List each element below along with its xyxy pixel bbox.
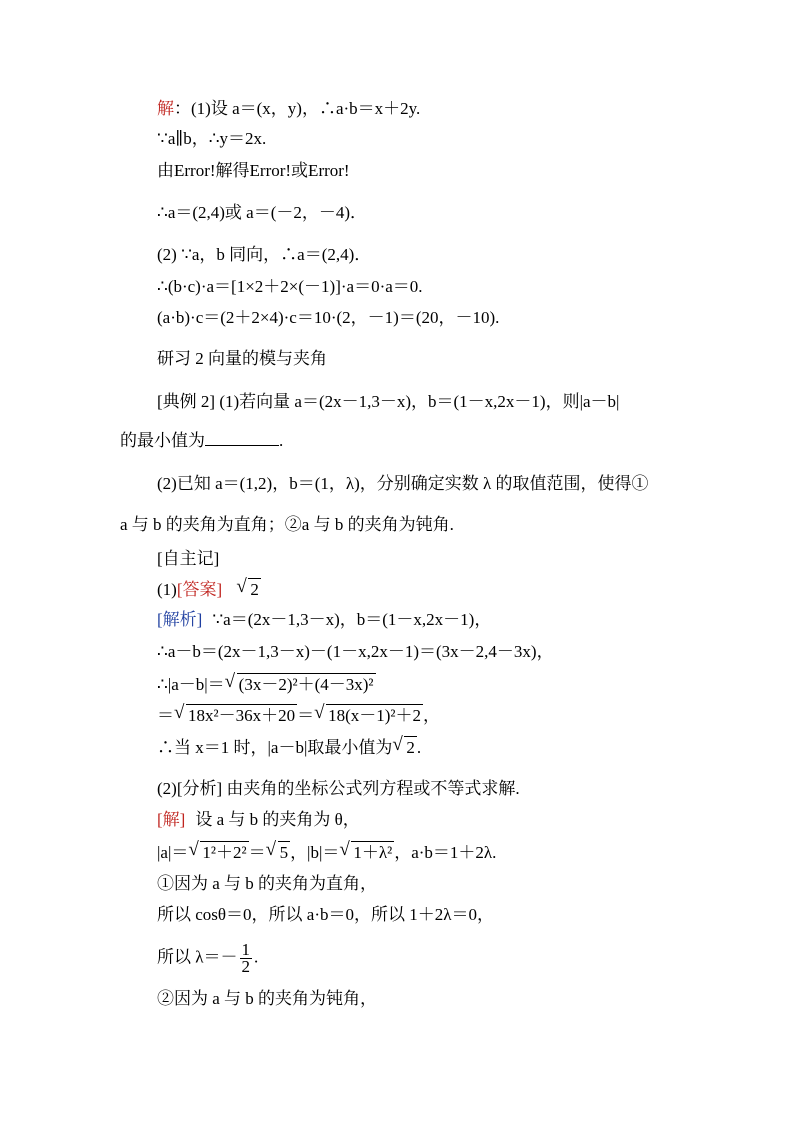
analysis-suffix-5: .: [416, 738, 422, 757]
sqrt-expression-7: √ 1＋λ²: [339, 839, 393, 862]
radicand-3: 18(x－1)²＋2: [328, 706, 422, 725]
example-line-3: (2)已知 a＝(1,2)，b＝(1，λ)，分别确定实数 λ 的取值范围，使得①: [157, 474, 649, 493]
radicand-5: 1²＋2²: [202, 843, 247, 862]
solution2-line-2: [157, 841, 496, 864]
solution-line-1: [157, 98, 420, 120]
answer-label: [答案]: [176, 580, 223, 599]
analysis-line-2: ∴a－b＝(2x－1,3－x)－(1－x,2x－1)＝(3x－2,4－3x)，: [157, 642, 554, 661]
sqrt-expression-3: √ 18(x－1)²＋2: [314, 702, 422, 725]
dot-product-text: ，a·b＝1＋2λ.: [394, 843, 497, 862]
analysis-prefix-4: ＝: [157, 706, 174, 725]
example-text-period: .: [279, 431, 284, 450]
analysis-line-5: [157, 736, 421, 759]
solution2-line-1: [157, 809, 360, 831]
answer-blank: [205, 431, 279, 446]
solution2-line-6: ②因为 a 与 b 的夹角为钝角，: [157, 989, 378, 1008]
solution-label: 解: [157, 99, 174, 118]
analysis-suffix-4: ，: [423, 706, 441, 725]
sqrt-expression-2: √ 18x²－36x＋20: [174, 702, 296, 725]
sqrt-expression-1: √ (3x－2)²＋(4－3x)²: [224, 671, 374, 694]
fraction-half: [240, 942, 253, 975]
solution-text-1: ：(1)设 a＝(x，y)，∴a·b＝x＋2y.: [174, 99, 421, 118]
radicand-2: 18x²－36x＋20: [188, 706, 296, 725]
analysis-line-1: [157, 609, 491, 631]
example-text-min: 的最小值为: [120, 431, 205, 450]
solution2-line-3: ①因为 a 与 b 的夹角为直角，: [157, 874, 378, 893]
analysis-label: [解析]: [157, 610, 203, 629]
fraction-denominator: 2: [241, 957, 250, 976]
example-line-4: a 与 b 的夹角为直角；②a 与 b 的夹角为钝角.: [120, 515, 454, 534]
radicand-6: 5: [279, 843, 289, 862]
answer-prefix: (1): [157, 580, 177, 599]
analysis-mid-4: ＝: [297, 706, 315, 725]
answer-line: [157, 578, 261, 601]
solution2-line-5: [157, 942, 258, 975]
lambda-prefix: 所以 λ＝－: [157, 947, 238, 967]
analysis-line-6: (2)[分析] 由夹角的坐标公式列方程或不等式求解.: [157, 779, 520, 798]
solution2-text-1: 设 a 与 b 的夹角为 θ，: [195, 810, 360, 829]
example-line-1: [典例 2] (1)若向量 a＝(2x－1,3－x)，b＝(1－x,2x－1)，则|a－b|: [157, 392, 620, 411]
solution-line-3: 由Error!解得Error!或Error!: [157, 161, 350, 180]
solution-line-6: ∴(b·c)·a＝[1×2＋2×(－1)]·a＝0·a＝0.: [157, 277, 423, 296]
analysis-prefix-3: ∴|a－b|＝: [157, 675, 225, 694]
self-note-label: [自主记]: [157, 549, 220, 568]
radicand-7: 1＋λ²: [353, 843, 393, 862]
solution-line-5: (2) ∵a，b 同向，∴a＝(2,4)．: [157, 245, 372, 264]
modulus-b-label: ，|b|＝: [290, 843, 340, 862]
solution-line-4: ∴a＝(2,4)或 a＝(－2，－4)．: [157, 203, 368, 222]
solution-line-7: (a·b)·c＝(2＋2×4)·c＝10·(2，－1)＝(20，－10).: [157, 308, 500, 327]
radicand-4: 2: [406, 738, 415, 757]
fraction-numerator: 1: [241, 940, 250, 959]
lambda-suffix: .: [254, 947, 259, 967]
sqrt-expression-4: √ 2: [392, 734, 415, 757]
radicand-1: (3x－2)²＋(4－3x)²: [238, 675, 374, 694]
solution2-line-4: 所以 cosθ＝0，所以 a·b＝0，所以 1＋2λ＝0，: [157, 905, 495, 924]
sqrt-answer: √ 2: [236, 576, 259, 599]
sqrt-expression-6: √ 5: [265, 839, 289, 862]
sqrt-expression-5: √ 1²＋2²: [188, 839, 247, 862]
solution-line-2: ∵a∥b，∴y＝2x.: [157, 129, 267, 148]
analysis-text-5: ∴当 x＝1 时，|a－b|取最小值为: [157, 738, 393, 757]
modulus-a-label: |a|＝: [157, 843, 189, 862]
example-line-2: [120, 430, 283, 452]
solution2-label: [解]: [157, 810, 186, 829]
analysis-text-1: ∵a＝(2x－1,3－x)，b＝(1－x,2x－1)，: [212, 610, 492, 629]
modulus-a-eq: ＝: [248, 843, 266, 862]
answer-value: 2: [250, 580, 259, 599]
section-heading: 研习 2 向量的模与夹角: [157, 349, 327, 368]
analysis-line-4: [157, 704, 440, 727]
analysis-line-3: [157, 673, 376, 696]
